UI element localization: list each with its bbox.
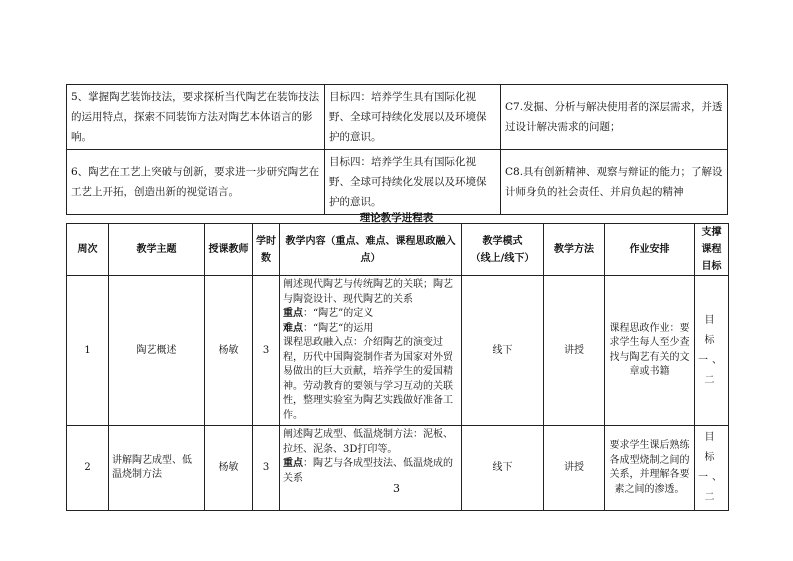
row-topic: 陶艺概述: [109, 276, 205, 426]
row-teacher: 杨敏: [205, 426, 253, 511]
header-homework: 作业安排: [605, 224, 695, 276]
row-goals: 目标一、二: [695, 426, 729, 511]
row-topic: 讲解陶艺成型、低温烧制方法: [109, 426, 205, 511]
header-hours: 学时数: [253, 224, 280, 276]
header-goals: 支撑课程目标: [695, 224, 729, 276]
outcome-requirement: C8.具有创新精神、观察与辩证的能力；了解设计师身负的社会责任、并肩负起的精神: [501, 150, 728, 215]
key-label: 重点: [283, 458, 303, 469]
table-row: [67, 426, 729, 511]
content-intro: 阐述陶艺成型、低温烧制方法：泥板、拉坯、泥条、3D打印等。: [283, 429, 453, 455]
schedule-title: 理论教学进程表: [359, 212, 434, 224]
row-teacher: 杨敏: [205, 276, 253, 426]
content-difficulty: [283, 322, 458, 337]
table-row: [67, 85, 728, 150]
outcome-requirement: C7.发掘、分析与解决使用者的深层需求，并透过设计解决需求的问题；: [501, 85, 728, 150]
difficulty-label: 难点: [283, 322, 303, 334]
row-week: 2: [67, 426, 109, 511]
header-mode-line2: （线上/线下）: [470, 252, 535, 264]
header-teacher: 授课教师: [205, 224, 253, 276]
outcome-objective: 目标四：培养学生具有国际化视野、全球可持续化发展以及环境保护的意识。: [325, 150, 501, 215]
header-mode: [462, 224, 544, 276]
content-key: [283, 307, 458, 322]
header-topic: 教学主题: [109, 224, 205, 276]
header-mode-line1: 教学模式: [482, 235, 523, 247]
difficulty-text: ：“陶艺“的运用: [303, 322, 374, 334]
page-number: 3: [393, 482, 400, 495]
content-ideology: 课程思政融入点：介绍陶艺的演变过程，历代中国陶瓷制作者为国家对外贸易做出的巨大贡献，培养学生的爱国精神。劳动教育的要领与学习互动的关联性，整理实验室为陶艺实践做好准备工作。: [283, 337, 453, 421]
key-text: ：“陶艺”的定义: [303, 308, 374, 319]
row-hours: 3: [253, 276, 280, 426]
table-row: [67, 150, 728, 215]
outcomes-table: [66, 84, 728, 215]
header-method: 教学方法: [544, 224, 605, 276]
outcome-content: 5、掌握陶艺装饰技法，要求探析当代陶艺在装饰技法的运用特点，探索不同装饰方法对陶艺本体语言的影响。: [67, 85, 325, 150]
row-method: 讲授: [544, 276, 605, 426]
schedule-table: [66, 223, 729, 511]
row-method: 讲授: [544, 426, 605, 511]
row-week: 1: [67, 276, 109, 426]
row-hours: 3: [253, 426, 280, 511]
row-homework: 要求学生课后熟练各成型烧制之间的关系，并理解各要素之间的渗透。: [605, 426, 695, 511]
header-week: 周次: [67, 224, 109, 276]
outcome-objective: 目标四：培养学生具有国际化视野、全球可持续化发展以及环境保护的意识。: [325, 85, 501, 150]
table-header-row: [67, 224, 729, 276]
row-goals: 目标一、二: [695, 276, 729, 426]
row-homework: 课程思政作业：要求学生每人至少查找与陶艺有关的文章或书籍: [605, 276, 695, 426]
content-intro: 阐述现代陶艺与传统陶艺的关联；陶艺与陶瓷设计、现代陶艺的关系: [283, 279, 453, 305]
header-content: 教学内容（重点、难点、课程思政融入点）: [280, 224, 462, 276]
row-content: [280, 426, 462, 511]
row-mode: 线下: [462, 426, 544, 511]
key-text: ：陶艺与各成型技法、低温烧成的关系: [283, 458, 453, 484]
outcome-content: 6、陶艺在工艺上突破与创新，要求进一步研究陶艺在工艺上开拓，创造出新的视觉语言。: [67, 150, 325, 215]
table-row: [67, 276, 729, 426]
row-content: [280, 276, 462, 426]
key-label: 重点: [283, 308, 303, 319]
row-mode: 线下: [462, 276, 544, 426]
